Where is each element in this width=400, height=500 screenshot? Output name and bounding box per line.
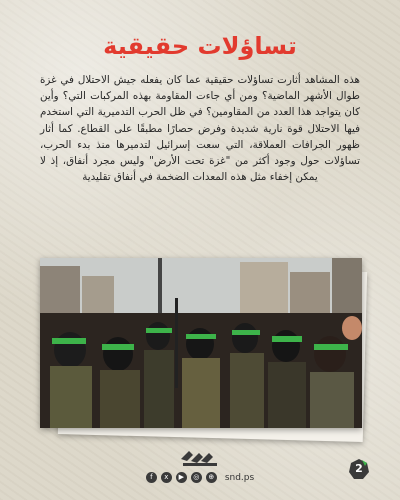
crowd-photo xyxy=(40,258,362,428)
article-body: هذه المشاهد أثارت تساؤلات حقيقية عما كان يفعله جيش الاحتلال في غزة طوال الأشهر الماضية؟ ومن أي جاءت المقاومة بهذه المركبات التي؟ وأين كان يتواجد هذا العدد من المقاومين؟ في ظل الحرب التدميرية التي استخدم فيها الاحتلال قوة نارية شديدة وفرض حصارًا مطبقًا على القطاع. كما أثار ظهور الجرافات العملاقة، التي سعت إسرائيل لتدميرها منذ بدء الحرب، تساؤلات حول وجود أكثر من "غزة تحت الأرض" وليس مجرد أنفاق، إذ لا يمكن إخفاء مثل هذه المعدات الضخمة في أنفاق تقليدية xyxy=(40,74,360,184)
brand-logo xyxy=(0,447,400,471)
crowd-photo-illustration xyxy=(40,258,362,428)
site-handle[interactable]: snd.ps xyxy=(224,472,255,483)
web-icon[interactable]: ⊕ xyxy=(206,472,217,483)
page-number: 2 xyxy=(355,462,363,475)
social-links xyxy=(0,472,400,483)
facebook-icon[interactable]: f xyxy=(146,472,157,483)
snd-logo-icon xyxy=(179,447,221,467)
youtube-icon[interactable]: ▶ xyxy=(176,472,187,483)
twitter-x-icon[interactable]: x xyxy=(161,472,172,483)
instagram-icon[interactable]: ◎ xyxy=(191,472,202,483)
page-title: تساؤلات حقيقية xyxy=(103,32,297,60)
